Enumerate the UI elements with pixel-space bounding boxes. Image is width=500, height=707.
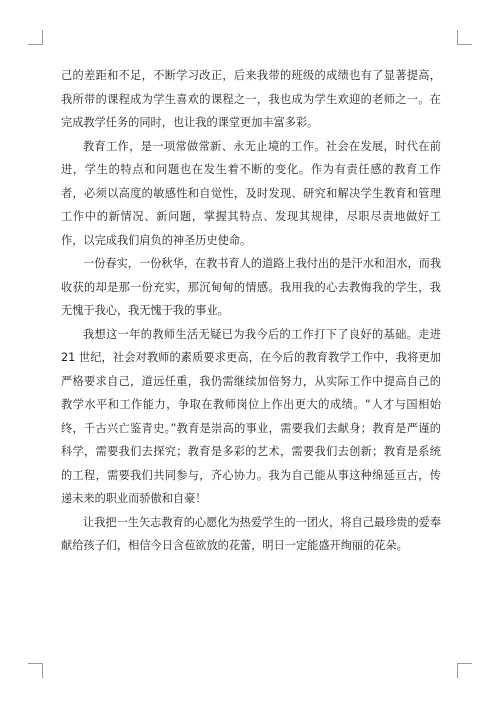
paragraph-education-work: 教育工作，是一项常做常新、永无止境的工作。社会在发展，时代在前进，学生的特点和问题也在发生着不断的变化。作为有责任感的教育工作者，必须以高度的敏感性和自觉性，及时发现、研究和解决学生教育和管理工作中的新情况、新问题，掌握其特点、发现其规律，尽职尽责地做好工作，以完成我们肩负的神圣历史使命。 — [61, 139, 441, 247]
paragraph-closing: 让我把一生矢志教育的心愿化为热爱学生的一团火，将自己最珍贵的爱奉献给孩子们，相信今日含苞欲放的花蕾，明日一定能盛开绚丽的花朵。 — [61, 515, 442, 552]
paragraph-continuation: 己的差距和不足，不断学习改正，后来我带的班级的成绩也有了显著提高，我所带的课程成为学生喜欢的课程之一，我也成为学生欢迎的老师之一。在完成教学任务的同时，也让我的课堂更加丰富多彩。 — [61, 69, 441, 129]
crop-mark-top-left — [28, 30, 43, 45]
paragraph-spring-autumn: 一份春实，一份秋华，在教书育人的道路上我付出的是汗水和泪水，而我收获的却是那一份充实，那沉甸甸的情感。我用我的心去教悔我的学生，我无愧于我心，我无愧于我的事业。 — [61, 257, 442, 317]
paragraph-teacher-life: 我想这一年的教师生活无疑已为我今后的工作打下了良好的基础。走进 21 世纪，社会对教师的素质要求更高，在今后的教育教学工作中，我将更加严格要求自己，道远任重，我仍需继续加倍努力，从实际工作中提高自己的教学水平和工作能力，争取在教师岗位上作出更大的成绩。“人才与国相始终，千古兴亡鉴青史。”教育是崇高的事业，需要我们去献身；教育是严谨的科学，需要我们去探究；教育是多彩的艺术，需要我们去创新；教育是系统的工程，需要我们共同参与，齐心协力。我为自己能从事这种绵延亘古，传递未来的职业而骄傲和自豪！ — [61, 327, 441, 505]
document-body — [61, 64, 441, 558]
crop-mark-bottom-left — [28, 663, 43, 678]
crop-mark-top-right — [457, 30, 472, 45]
crop-mark-bottom-right — [457, 663, 472, 678]
